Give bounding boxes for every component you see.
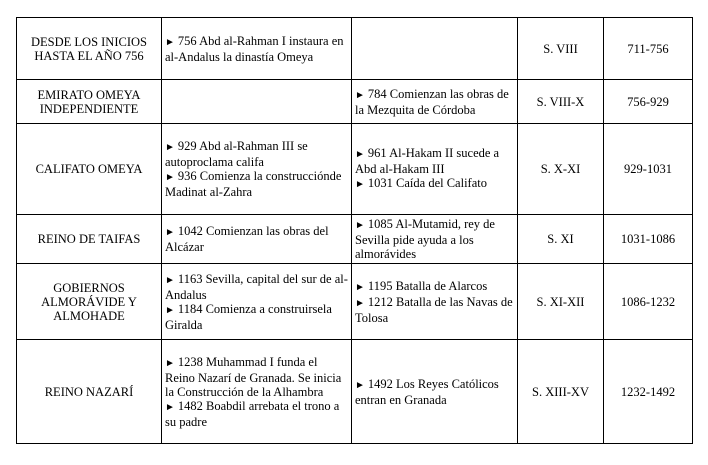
arrow-right-icon: ► (165, 304, 175, 316)
event-item (355, 217, 514, 261)
event-text: 1482 Boabdil arrebata el trono a su padre (165, 398, 340, 429)
event-text: 1212 Batalla de las Navas de Tolosa (355, 294, 513, 325)
period-cell (17, 215, 162, 264)
arrow-right-icon: ► (355, 281, 365, 293)
event-item (355, 87, 514, 117)
event-item (165, 169, 348, 199)
period-label: REINO DE TAIFAS (37, 232, 141, 246)
century-label: S. XI (547, 232, 574, 246)
years-label: 929-1031 (624, 162, 672, 176)
arrow-right-icon: ► (165, 142, 175, 153)
event-item (355, 279, 514, 295)
event-item (165, 139, 348, 169)
event-item (165, 34, 348, 64)
event-item (355, 176, 514, 192)
event-item (355, 295, 514, 325)
event-item (355, 146, 514, 176)
arrow-right-icon: ► (165, 357, 175, 369)
arrow-right-icon: ► (165, 227, 175, 238)
century-label: S. XIII-XV (532, 384, 589, 399)
table-row (17, 80, 693, 124)
period-label: DESDE LOS INICIOS HASTA EL AÑO 756 (31, 34, 147, 63)
arrow-right-icon: ► (355, 297, 365, 309)
event-text: 1163 Sevilla, capital del sur de al-Andalus (165, 271, 348, 302)
event-text: 756 Abd al-Rahman I instaura en al-Andalus la dinastía Omeya (165, 33, 344, 64)
events-right-cell (352, 18, 518, 80)
century-label: S. VIII (543, 41, 578, 56)
years-cell (604, 215, 693, 264)
period-cell (17, 264, 162, 340)
event-text: 929 Abd al-Rahman III se autoproclama califa (165, 139, 308, 169)
arrow-right-icon: ► (165, 36, 175, 48)
arrow-right-icon: ► (355, 149, 365, 160)
event-text: 1042 Comienzan las obras del Alcázar (165, 224, 329, 254)
event-text: 784 Comienzan las obras de la Mezquita de Córdoba (355, 86, 509, 117)
arrow-right-icon: ► (165, 274, 175, 286)
event-text: 1238 Muhammad I funda el Reino Nazarí de Granada. Se inicia la Construcción de la Alhambra (165, 354, 342, 399)
table-row (17, 340, 693, 444)
event-text: 936 Comienza la construcciónde Madinat al-Zahra (165, 169, 342, 199)
period-cell (17, 124, 162, 215)
arrow-right-icon: ► (355, 379, 365, 391)
period-cell (17, 18, 162, 80)
years-cell (604, 80, 693, 124)
event-item (355, 377, 514, 407)
table-row (17, 264, 693, 340)
events-left-cell (162, 340, 352, 444)
events-left-cell (162, 124, 352, 215)
event-item (165, 399, 348, 429)
years-label: 1031-1086 (620, 232, 676, 246)
event-item (165, 272, 348, 302)
arrow-right-icon: ► (355, 220, 365, 231)
event-text: 1184 Comienza a construirsela Giralda (165, 301, 332, 332)
century-label: S. X-XI (540, 162, 581, 176)
century-cell (518, 124, 604, 215)
events-right-cell (352, 124, 518, 215)
period-label: GOBIERNOS ALMORÁVIDE Y ALMOHADE (41, 280, 137, 323)
event-text: 1085 Al-Mutamid, rey de Sevilla pide ayuda a los almorávides (355, 217, 495, 261)
table-row (17, 215, 693, 264)
event-item (165, 302, 348, 332)
events-right-cell (352, 340, 518, 444)
event-item (165, 355, 348, 399)
timeline-body (17, 18, 693, 444)
table-row (17, 124, 693, 215)
period-label: REINO NAZARÍ (44, 384, 134, 399)
years-cell (604, 18, 693, 80)
century-label: S. XI-XII (536, 294, 585, 309)
century-label: S. VIII-X (536, 94, 585, 109)
century-cell (518, 80, 604, 124)
event-text: 961 Al-Hakam II sucede a Abd al-Hakam III (355, 146, 500, 176)
events-right-cell (352, 80, 518, 124)
arrow-right-icon: ► (355, 89, 365, 101)
event-text: 1031 Caída del Califato (367, 176, 487, 190)
years-label: 1086-1232 (620, 294, 676, 309)
years-cell (604, 264, 693, 340)
period-label: EMIRATO OMEYA INDEPENDIENTE (37, 87, 141, 116)
period-label: CALIFATO OMEYA (35, 162, 143, 176)
arrow-right-icon: ► (165, 172, 175, 183)
century-cell (518, 340, 604, 444)
arrow-right-icon: ► (355, 179, 365, 190)
events-right-cell (352, 264, 518, 340)
events-left-cell (162, 264, 352, 340)
event-item (165, 224, 348, 254)
century-cell (518, 215, 604, 264)
years-cell (604, 340, 693, 444)
period-cell (17, 80, 162, 124)
years-label: 756-929 (627, 94, 669, 109)
years-label: 1232-1492 (620, 384, 676, 399)
event-text: 1492 Los Reyes Católicos entran en Granada (355, 376, 499, 407)
events-left-cell (162, 18, 352, 80)
century-cell (518, 18, 604, 80)
arrow-right-icon: ► (165, 401, 175, 413)
table-row (17, 18, 693, 80)
period-cell (17, 340, 162, 444)
years-label: 711-756 (627, 41, 669, 56)
events-left-cell (162, 80, 352, 124)
event-text: 1195 Batalla de Alarcos (367, 278, 488, 293)
events-left-cell (162, 215, 352, 264)
years-cell (604, 124, 693, 215)
history-timeline-table (16, 17, 693, 444)
events-right-cell (352, 215, 518, 264)
century-cell (518, 264, 604, 340)
